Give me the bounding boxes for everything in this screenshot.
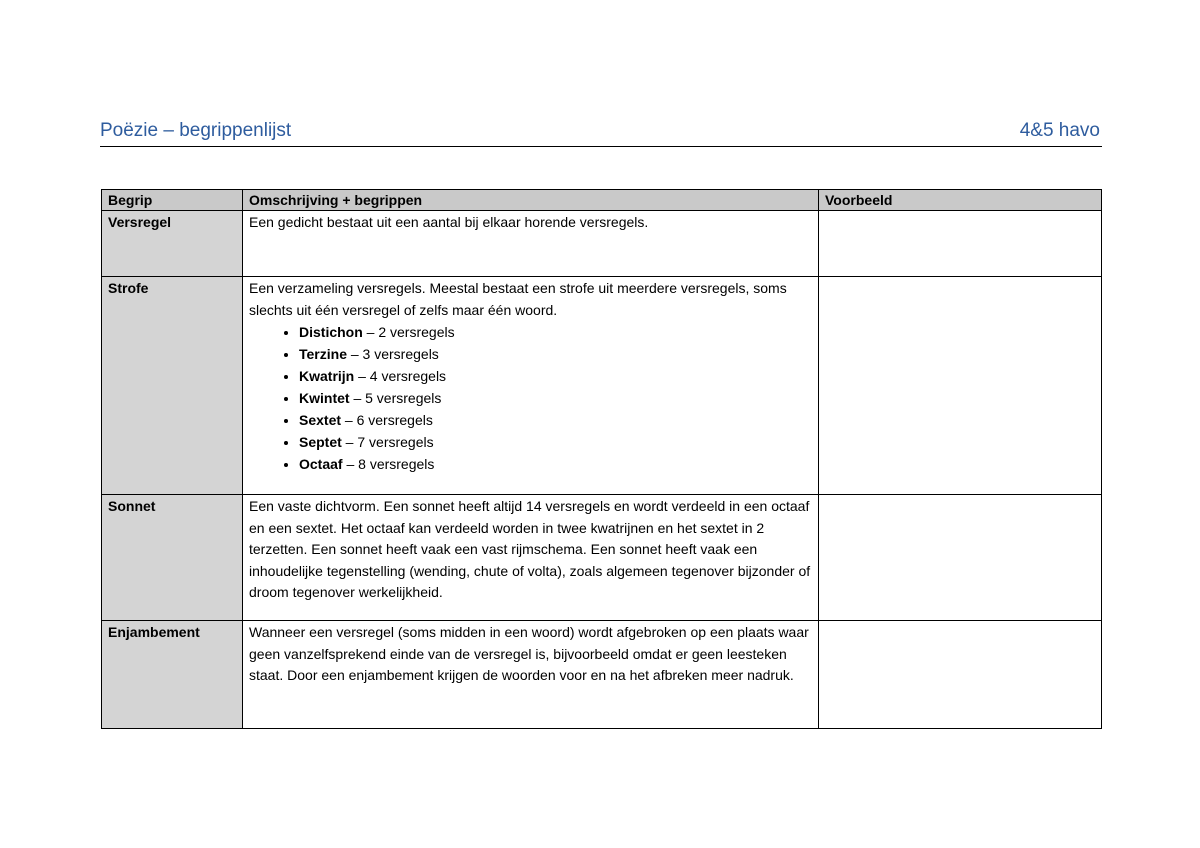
stanza-name: Terzine	[299, 346, 347, 362]
description-cell: Wanneer een versregel (soms midden in een woord) wordt afgebroken op een plaats waar geen vanzelfsprekend einde van de versregel is, bijvoorbeeld omdat er geen leesteken staat. Door een enjambement krijgen de woorden voor en na het afbreken meer nadruk.	[243, 621, 819, 729]
example-cell	[819, 495, 1102, 621]
terms-table	[101, 189, 1102, 729]
stanza-name: Kwatrijn	[299, 368, 355, 384]
column-header-omschrijving: Omschrijving + begrippen	[243, 190, 819, 211]
document-level: 4&5 havo	[1019, 120, 1100, 141]
table-row-enjambement	[102, 621, 1102, 729]
example-cell	[819, 621, 1102, 729]
column-header-voorbeeld: Voorbeeld	[819, 190, 1102, 211]
description-text: Een verzameling versregels. Meestal bestaat een strofe uit meerdere versregels, soms slechts uit één versregel of zelfs maar één woord.	[249, 280, 787, 318]
term-cell: Sonnet	[102, 495, 243, 621]
description-cell: Een gedicht bestaat uit een aantal bij elkaar horende versregels.	[243, 211, 819, 277]
stanza-name: Distichon	[299, 324, 363, 340]
stanza-name: Sextet	[299, 412, 342, 428]
stanza-detail: – 6 versregels	[341, 412, 433, 428]
table-row-strofe	[102, 277, 1102, 495]
stanza-name: Septet	[299, 434, 342, 450]
stanza-detail: – 3 versregels	[346, 346, 439, 362]
term-cell: Strofe	[102, 277, 243, 495]
term-cell: Enjambement	[102, 621, 243, 729]
table-header-row	[102, 190, 1102, 211]
term-cell: Versregel	[102, 211, 243, 277]
document-title: Poëzie – begrippenlijst	[100, 120, 292, 141]
description-cell: Een vaste dichtvorm. Een sonnet heeft altijd 14 versregels en wordt verdeeld in een octaaf en een sextet. Het octaaf kan verdeeld worden in twee kwatrijnen en het sextet in 2 terzetten. Een sonnet heeft vaak een vast rijmschema. Een sonnet heeft vaak een inhoudelijke tegenstelling (wending, chute of volta), zoals algemeen tegenover bijzonder of droom tegenover werkelijkheid.	[243, 495, 819, 621]
list-item	[299, 365, 812, 387]
table-row-sonnet	[102, 495, 1102, 621]
column-header-begrip: Begrip	[102, 190, 243, 211]
stanza-detail: – 2 versregels	[362, 324, 455, 340]
stanza-detail: – 8 versregels	[342, 456, 435, 472]
stanza-detail: – 4 versregels	[354, 368, 447, 384]
list-item	[299, 431, 812, 453]
list-item	[299, 343, 812, 365]
description-cell	[243, 277, 819, 495]
stanza-detail: – 7 versregels	[341, 434, 434, 450]
stanza-detail: – 5 versregels	[349, 390, 442, 406]
list-item	[299, 453, 812, 475]
list-item	[299, 321, 812, 343]
stanza-name: Kwintet	[299, 390, 350, 406]
list-item	[299, 387, 812, 409]
example-cell	[819, 277, 1102, 495]
example-cell	[819, 211, 1102, 277]
page-header	[100, 118, 1102, 147]
stanza-name: Octaaf	[299, 456, 343, 472]
table-row-versregel	[102, 211, 1102, 277]
stanza-forms-list	[249, 321, 812, 475]
list-item	[299, 409, 812, 431]
